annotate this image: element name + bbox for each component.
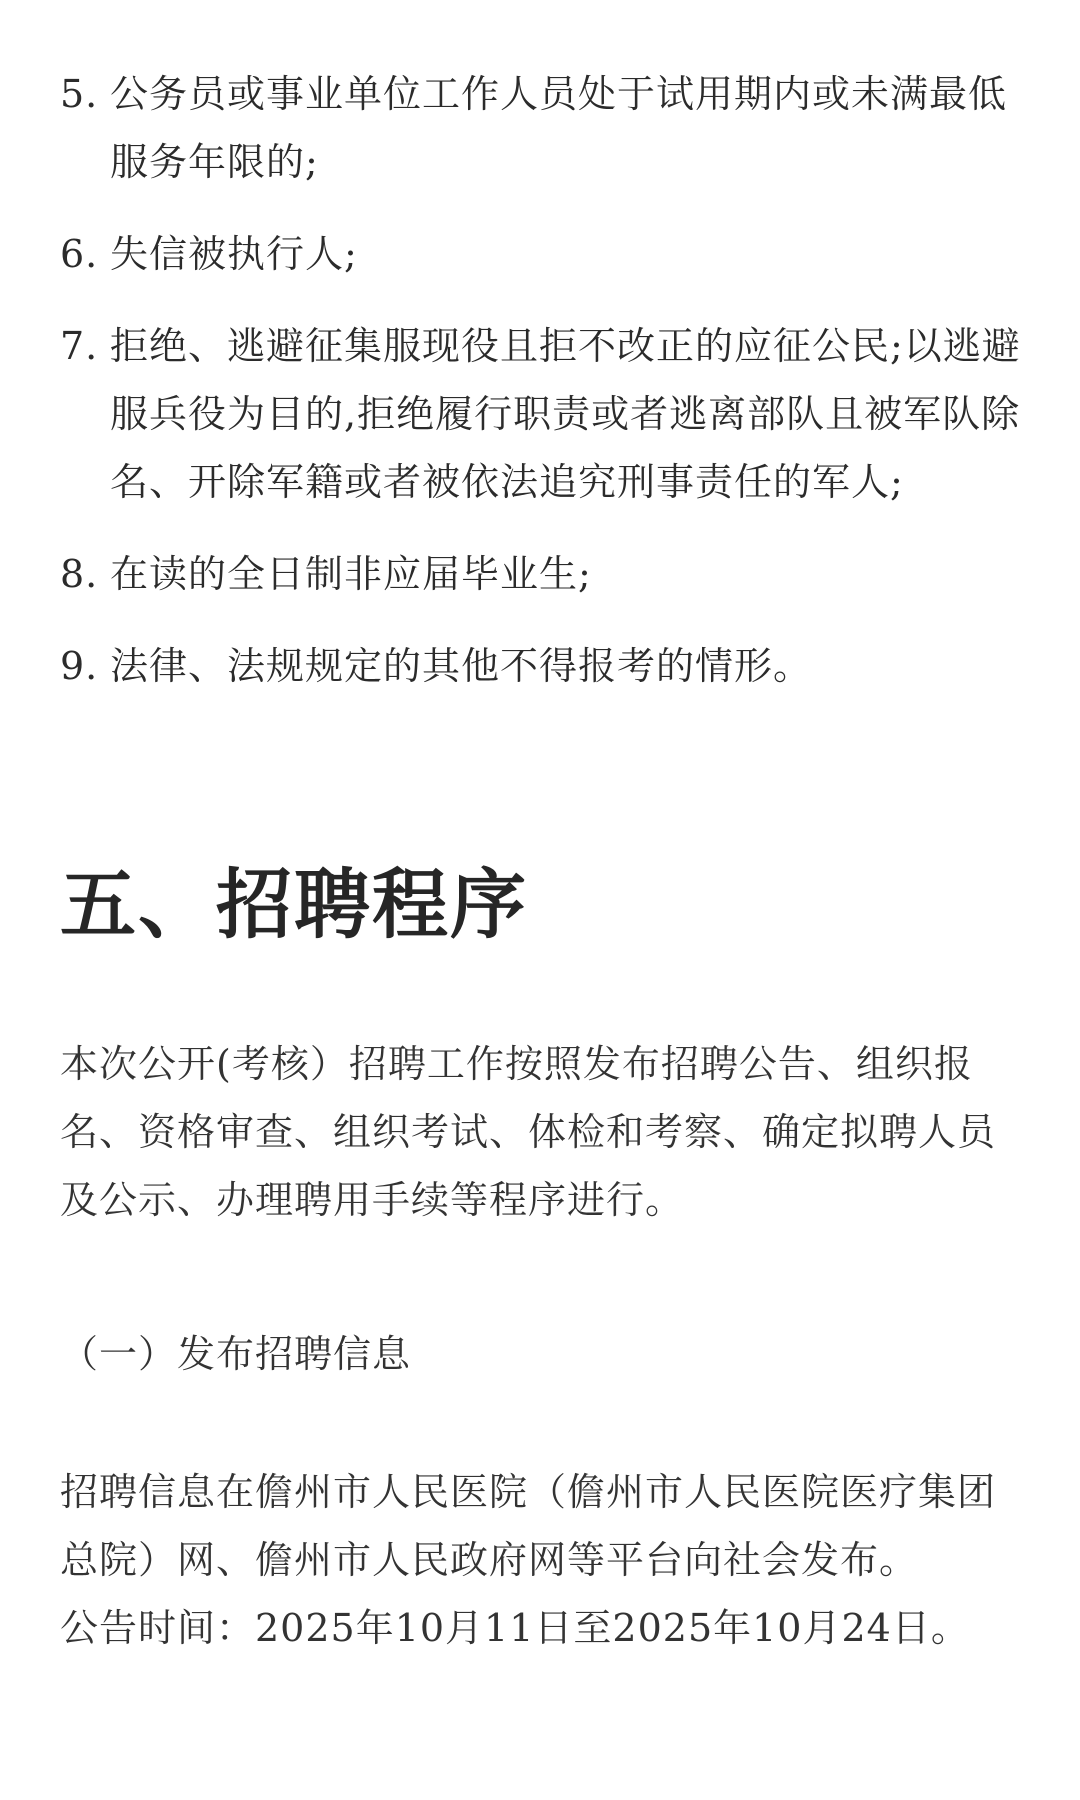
section-heading: 五、招聘程序 (60, 860, 528, 949)
list-item-number: 7. (60, 324, 99, 368)
list-item-number: 6. (60, 232, 99, 276)
publish-info-text: 招聘信息在儋州市人民医院（儋州市人民医院医疗集团总院）网、儋州市人民政府网等平台向社会发布。 (60, 1470, 997, 1582)
info-paragraph (60, 1458, 1030, 1662)
list-item-text: 失信被执行人; (110, 232, 358, 276)
ineligibility-list (60, 60, 1030, 724)
list-item-number: 9. (60, 644, 99, 688)
section-intro-paragraph: 本次公开(考核）招聘工作按照发布招聘公告、组织报名、资格审查、组织考试、体检和考察、确定拟聘人员及公示、办理聘用手续等程序进行。 (60, 1042, 997, 1222)
list-item (60, 632, 1030, 700)
list-item (60, 540, 1030, 608)
list-item (60, 220, 1030, 288)
list-item-text: 公务员或事业单位工作人员处于试用期内或未满最低服务年限的; (110, 72, 1008, 184)
sub-heading: （一）发布招聘信息 (60, 1332, 412, 1376)
list-item-number: 8. (60, 552, 99, 596)
list-item-text: 拒绝、逃避征集服现役且拒不改正的应征公民;以逃避服兵役为目的,拒绝履行职责或者逃离部队且被军队除名、开除军籍或者被依法追究刑事责任的军人; (110, 324, 1021, 504)
list-item-text: 在读的全日制非应届毕业生; (110, 552, 592, 596)
list-item (60, 60, 1030, 196)
list-item (60, 312, 1030, 516)
list-item-number: 5. (60, 72, 99, 116)
list-item-text: 法律、法规规定的其他不得报考的情形。 (110, 644, 813, 688)
announcement-time-text: 公告时间：2025年10月11日至2025年10月24日。 (60, 1606, 970, 1650)
